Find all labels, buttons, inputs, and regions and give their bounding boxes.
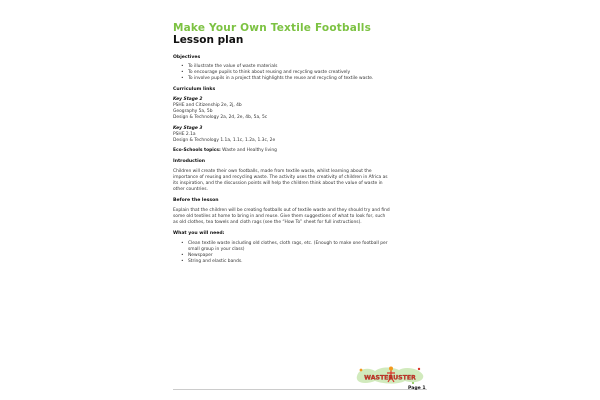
before-lesson-heading: Before the lesson [173,197,219,203]
list-item: • Clean textile waste including old clothes, cloth rags, etc. (Enough to make one football per small group in your class) [181,241,388,252]
objectives-heading: Objectives [173,55,201,60]
materials-list [181,241,441,265]
paragraph-line: Children will create their own footballs, made from textile waste, whilst learning about the [173,169,372,174]
eco-value: Waste and Healthy living [220,148,277,153]
paragraph-line: Explain that the children will be creating footballs out of textile waste and they should try and find [173,208,390,213]
key-stage-2-label: Key Stage 2 [173,97,203,102]
ks3-line: Design & Technology 1.1a, 1.1c, 1.2a, 1.3c, 2e [173,137,276,143]
list-item: • To illustrate the value of waste materials [181,64,278,69]
bullet-icon: • [181,241,184,246]
document-subtitle: Lesson plan [173,34,244,46]
list-item: • Newspaper [181,253,213,258]
document-title: Make Your Own Textile Footballs [173,22,372,34]
page-number: Page 1 [408,386,426,391]
eco-label: Eco-Schools topics: [173,148,221,153]
paragraph-line: importance of reusing and recycling waste. The activity uses the creativity of children in Africa as [173,175,388,180]
paragraph-line: as old clothes, tea towels and cloth rags (see the “How To” sheet for full instructions). [173,220,362,225]
paragraph-line: other countries. [173,187,208,192]
bullet-icon: • [181,253,184,258]
paragraph-line: some old textiles at home to bring in and reuse. Give them suggestions of what to look for, such [173,214,386,219]
introduction-heading: Introduction [173,158,206,164]
footer-divider [173,389,427,390]
key-stage-3-label: Key Stage 3 [173,125,203,131]
objectives-list [181,64,441,82]
what-you-need-heading: What you will need: [173,230,225,236]
bullet-icon: • [181,76,184,81]
bullet-icon: • [181,70,184,75]
list-item: • String and elastic bands. [181,259,243,264]
bullet-icon: • [181,64,184,69]
lesson-plan-content [173,22,441,265]
logo-wordmark: WASTEBUSTER [364,374,416,382]
curriculum-heading: Curriculum links [173,86,216,92]
list-item: • To encourage pupils to think about reusing and recycling waste creatively [181,70,351,75]
list-item: • To involve pupils in a project that highlights the reuse and recycling of textile waste. [181,76,374,81]
ks3-line: PSHE 2.1a [173,131,196,137]
paragraph-line: its inspiration, and the discussion points will help the children think about the value of waste in [173,181,383,186]
bullet-icon: • [181,259,184,264]
ks2-line: PSHE and Citizenship 2e, 2j, 4b [173,103,242,108]
ks2-line: Geography 5a, 5b [173,109,213,114]
ks2-line: Design & Technology 2a, 2d, 2e, 4b, 5a, 5c [173,115,268,120]
wastebuster-logo [353,364,427,386]
